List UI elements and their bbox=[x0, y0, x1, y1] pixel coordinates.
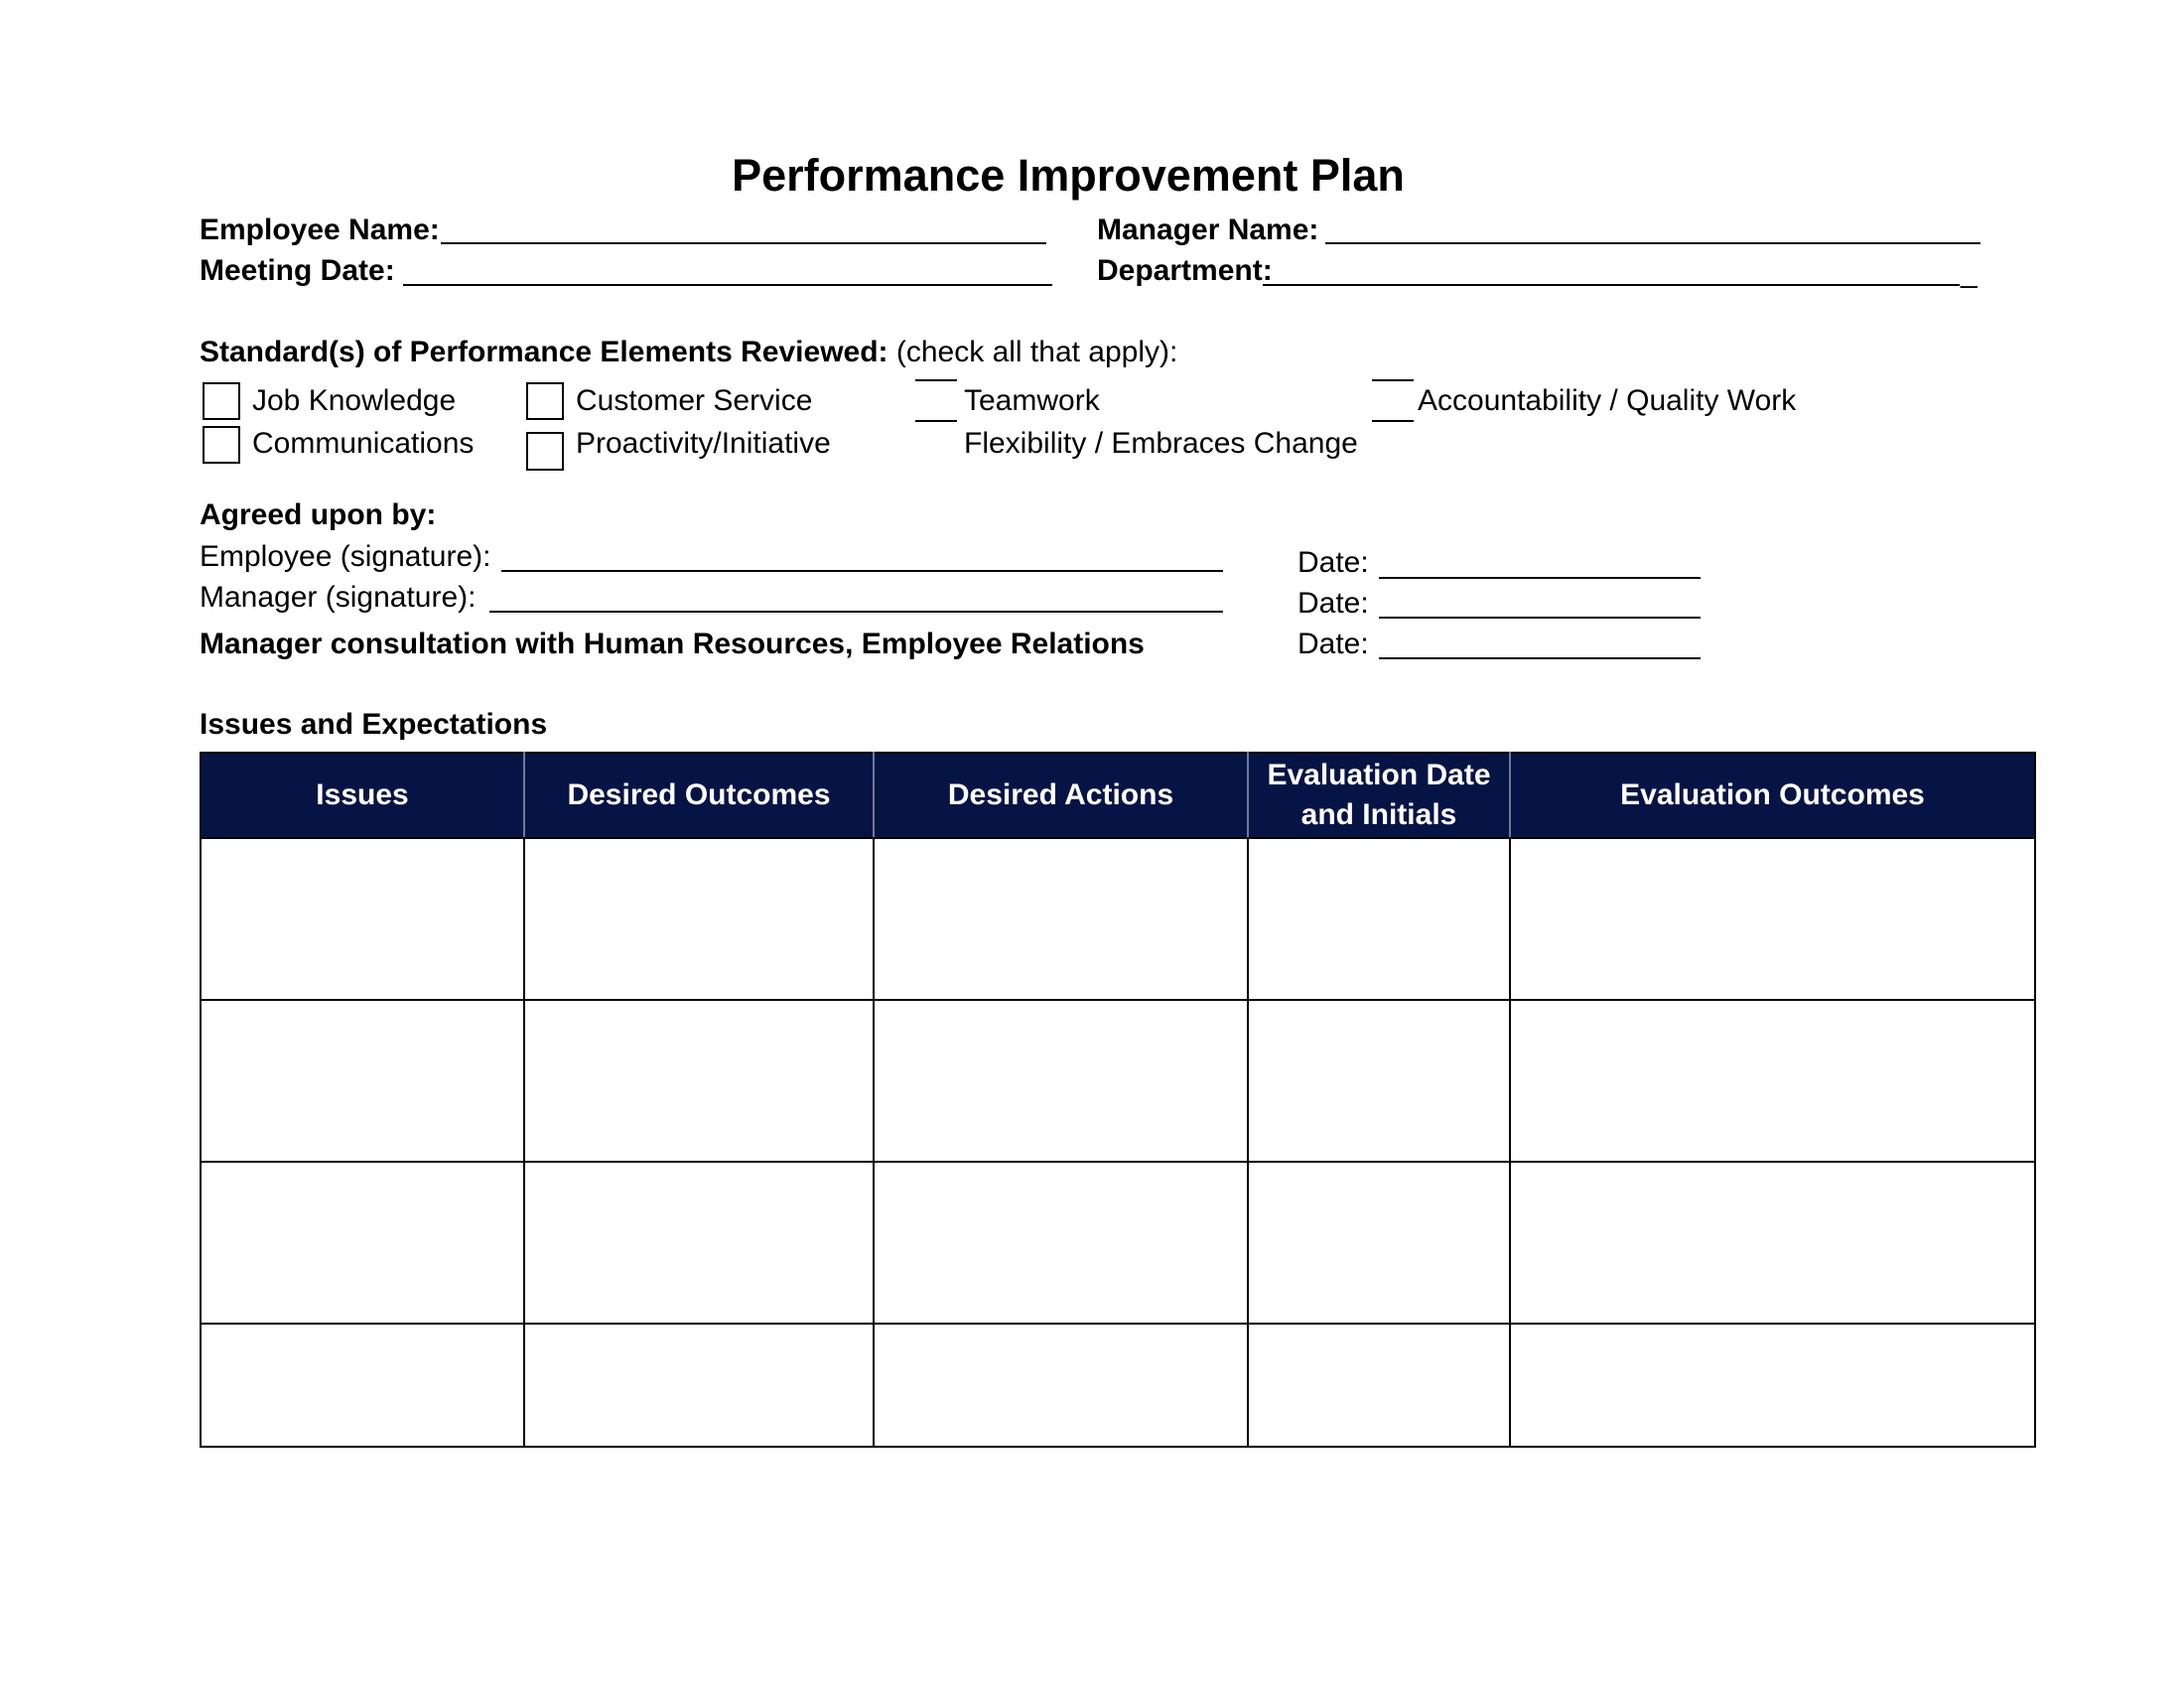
table-cell[interactable] bbox=[1248, 1162, 1510, 1324]
manager-name-field[interactable] bbox=[1325, 242, 1980, 244]
table-cell[interactable] bbox=[1510, 838, 2035, 1000]
employee-signature-label: Employee (signature): bbox=[200, 540, 491, 573]
accountability-label: Accountability / Quality Work bbox=[1418, 384, 1797, 417]
table-cell[interactable] bbox=[1510, 1000, 2035, 1162]
table-cell[interactable] bbox=[1248, 1000, 1510, 1162]
customer-service-checkbox[interactable] bbox=[526, 382, 564, 420]
column-header-desired-actions: Desired Actions bbox=[874, 753, 1248, 838]
table-cell[interactable] bbox=[1510, 1162, 2035, 1324]
employee-signature-field[interactable] bbox=[501, 570, 1223, 572]
proactivity-label: Proactivity/Initiative bbox=[576, 427, 831, 460]
department-trailing-mark: _ bbox=[1961, 256, 1978, 289]
manager-name-label: Manager Name: bbox=[1097, 213, 1319, 246]
column-header-evaluation-outcomes: Evaluation Outcomes bbox=[1510, 753, 2035, 838]
manager-signature-field[interactable] bbox=[489, 611, 1223, 613]
table-cell[interactable] bbox=[524, 838, 874, 1000]
accountability-checkbox-top[interactable] bbox=[1372, 379, 1414, 381]
agreed-upon-heading: Agreed upon by: bbox=[200, 498, 437, 531]
table-header-row bbox=[201, 753, 2035, 838]
employee-name-label: Employee Name: bbox=[200, 213, 440, 246]
communications-label: Communications bbox=[252, 427, 475, 460]
table-cell[interactable] bbox=[201, 1000, 524, 1162]
standards-heading: Standard(s) of Performance Elements Reviewed: bbox=[200, 336, 888, 368]
page-title: Performance Improvement Plan bbox=[732, 150, 1405, 201]
department-field[interactable] bbox=[1263, 284, 1960, 286]
table-row bbox=[201, 838, 2035, 1000]
meeting-date-field[interactable] bbox=[403, 284, 1052, 286]
column-header-issues: Issues bbox=[201, 753, 524, 838]
table-cell[interactable] bbox=[1248, 1324, 1510, 1447]
hr-date-field[interactable] bbox=[1379, 657, 1701, 659]
table-cell[interactable] bbox=[1248, 838, 1510, 1000]
employee-date-field[interactable] bbox=[1379, 577, 1701, 579]
teamwork-checkbox-bottom[interactable] bbox=[915, 420, 957, 422]
table-cell[interactable] bbox=[874, 1000, 1248, 1162]
employee-name-field[interactable] bbox=[441, 242, 1046, 244]
issues-table bbox=[200, 752, 2036, 1448]
manager-date-label: Date: bbox=[1297, 587, 1369, 620]
proactivity-checkbox[interactable] bbox=[526, 432, 564, 471]
table-row bbox=[201, 1162, 2035, 1324]
table-cell[interactable] bbox=[201, 1324, 524, 1447]
manager-date-field[interactable] bbox=[1379, 617, 1701, 619]
customer-service-label: Customer Service bbox=[576, 384, 813, 417]
table-cell[interactable] bbox=[874, 838, 1248, 1000]
job-knowledge-label: Job Knowledge bbox=[252, 384, 457, 417]
standards-heading-row bbox=[200, 335, 1177, 370]
teamwork-checkbox-top[interactable] bbox=[915, 379, 957, 381]
accountability-checkbox-bottom[interactable] bbox=[1372, 420, 1414, 422]
employee-date-label: Date: bbox=[1297, 546, 1369, 579]
table-cell[interactable] bbox=[524, 1324, 874, 1447]
table-row bbox=[201, 1000, 2035, 1162]
table-cell[interactable] bbox=[1510, 1324, 2035, 1447]
teamwork-label: Teamwork bbox=[964, 384, 1100, 417]
hr-consultation-label: Manager consultation with Human Resources, Employee Relations bbox=[200, 628, 1145, 660]
table-cell[interactable] bbox=[874, 1324, 1248, 1447]
column-header-desired-outcomes: Desired Outcomes bbox=[524, 753, 874, 838]
table-row bbox=[201, 1324, 2035, 1447]
job-knowledge-checkbox[interactable] bbox=[203, 382, 240, 420]
table-cell[interactable] bbox=[874, 1162, 1248, 1324]
flexibility-label: Flexibility / Embraces Change bbox=[964, 427, 1358, 460]
communications-checkbox[interactable] bbox=[203, 426, 240, 464]
department-label: Department: bbox=[1097, 254, 1273, 287]
table-cell[interactable] bbox=[524, 1000, 874, 1162]
standards-instruction: (check all that apply): bbox=[895, 336, 1178, 368]
manager-signature-label: Manager (signature): bbox=[200, 581, 477, 614]
table-cell[interactable] bbox=[201, 838, 524, 1000]
meeting-date-label: Meeting Date: bbox=[200, 254, 395, 287]
table-cell[interactable] bbox=[201, 1162, 524, 1324]
table-cell[interactable] bbox=[524, 1162, 874, 1324]
column-header-evaluation-date: Evaluation Date and Initials bbox=[1248, 753, 1510, 838]
issues-section-title: Issues and Expectations bbox=[200, 708, 548, 741]
hr-date-label: Date: bbox=[1297, 628, 1369, 660]
